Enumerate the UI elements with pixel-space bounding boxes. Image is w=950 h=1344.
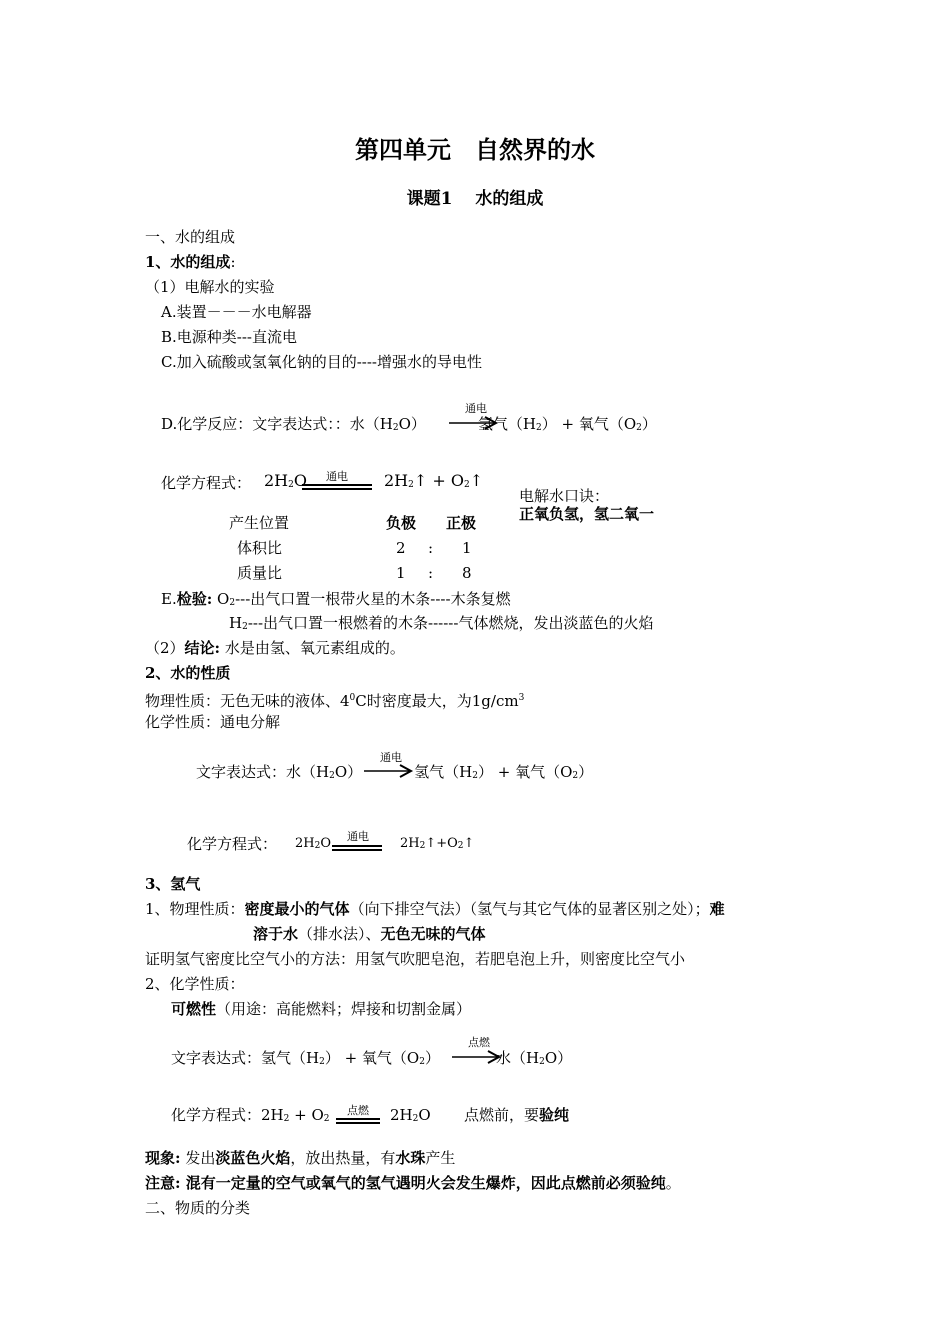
condition-electrify-label: 通电 — [347, 830, 369, 843]
h2-phys-e: 溶于水 — [253, 925, 299, 943]
h2-phys-g: 无色无味的气体 — [380, 925, 486, 943]
chemical-equation-lhs — [264, 472, 307, 494]
eq-product-o2-close: ） — [641, 415, 657, 433]
eq-sub: 2 — [419, 841, 426, 851]
eq2-product-h2: 氢气（H — [414, 763, 473, 781]
eq2-product-o2: + 氧气（O — [497, 763, 573, 781]
condition-electrify-label: 通电 — [465, 402, 487, 415]
phys-a: 物理性质：无色无味的液体、4 — [145, 692, 350, 710]
phenomenon-line — [145, 1149, 455, 1167]
phenom-d: ，放出热量，有 — [290, 1149, 396, 1167]
test-h2: H — [229, 614, 243, 632]
eq2b-rhs: 2H — [400, 836, 420, 851]
caution-text: 混有一定量的空气或氧气的氢气遇明火会发生爆炸，因此点燃前必须验纯 — [180, 1174, 666, 1192]
eq-sub: 2 — [457, 841, 464, 851]
reaction-arrow-icon — [449, 416, 499, 430]
table-cell-volume-pos: 1 — [462, 539, 472, 557]
eq-sub: 2 — [463, 480, 470, 490]
eq3-prefix: 文字表达式：氢气（H — [171, 1049, 320, 1067]
phys-sup: 0 — [349, 693, 356, 703]
chemical-equation-2 — [187, 835, 277, 853]
combustibility-text: （用途：高能燃料；焊接和切割金属） — [216, 1000, 472, 1018]
table-header-positive: 正极 — [446, 514, 477, 532]
table-cell-mass-pos: 8 — [462, 564, 472, 582]
test-label: 检验: — [176, 590, 213, 608]
chemical-equation-2-rhs — [400, 835, 474, 855]
eq-sub: 2 — [539, 1057, 545, 1067]
section-heading-2: 二、物质的分类 — [145, 1199, 251, 1217]
mnemonic-label: 电解水口诀： — [519, 487, 610, 505]
conclusion-text: 水是由氢、氧元素组成的。 — [220, 639, 405, 657]
eq-sub: 2 — [535, 423, 542, 433]
hydrogen-heading: 3、氢气 — [145, 875, 201, 893]
eq-sub: 2 — [288, 480, 294, 490]
caution-line — [145, 1174, 681, 1192]
test-hydrogen-line — [229, 614, 653, 636]
eq-sub: 2 — [472, 771, 478, 781]
eq3-close2: ） — [424, 1049, 440, 1067]
eq3b-rhs-o: O — [418, 1106, 431, 1124]
eq3b-mid: + O — [289, 1106, 324, 1124]
table-cell-volume-sep: : — [428, 539, 434, 557]
eq2-product-h2-close: ） — [477, 763, 493, 781]
eq-product-h2-close: ） — [541, 415, 557, 433]
hydrogen-chemical-properties: 2、化学性质： — [145, 975, 245, 993]
eq-sub: 2 — [229, 598, 236, 608]
purity-note-a: 点燃前，要 — [464, 1106, 540, 1124]
mnemonic-text: 正氧负氢，氢二氧一 — [519, 505, 655, 523]
electrolysis-experiment: （1）电解水的实验 — [145, 278, 275, 296]
table-row-volume: 体积比 — [237, 539, 283, 557]
eq2-reactant-close: O） — [334, 763, 363, 781]
eq3-product: 水（H — [495, 1049, 540, 1067]
eq3-product-close: O） — [544, 1049, 573, 1067]
section-heading-1: 一、水的组成 — [145, 228, 236, 246]
eq3b-rhs: 2H — [390, 1106, 413, 1124]
equals-sign-icon — [302, 484, 372, 490]
equals-sign-icon — [336, 1118, 380, 1124]
eq-sub: 2 — [408, 480, 414, 490]
h2-phys-a: 1、物理性质： — [145, 900, 245, 918]
h2-phys-d: 难 — [709, 900, 725, 918]
phenom-b: 发出 — [180, 1149, 216, 1167]
density-proof: 证明氢气密度比空气小的方法：用氢气吹肥皂泡，若肥皂泡上升，则密度比空气小 — [145, 950, 686, 968]
water-composition-heading — [145, 253, 236, 271]
h2-phys-b: 密度最小的气体 — [244, 900, 350, 918]
eq-product-h2: 氢气（H — [477, 415, 536, 433]
page-title: 第四单元 自然界的水 — [355, 135, 595, 164]
eq-rhs-o2: ↑ + O — [413, 471, 464, 490]
eq3b-label: 化学方程式：2H — [171, 1106, 284, 1124]
eq-sub: 2 — [329, 771, 335, 781]
conclusion-line — [145, 639, 405, 657]
hydrogen-physical-properties — [145, 900, 725, 918]
word-equation-electrolysis — [161, 415, 657, 437]
eq-sub: 2 — [323, 1114, 330, 1124]
eq-lhs: 2H — [264, 471, 289, 490]
chemical-properties: 化学性质：通电分解 — [145, 713, 281, 731]
condition-ignite-label: 点燃 — [468, 1036, 490, 1049]
test-oxygen-line — [161, 590, 511, 612]
h2-phys-c: （向下排空气法）（氢气与其它气体的显著区别之处）； — [349, 900, 710, 918]
condition-electrify-label: 通电 — [326, 470, 348, 483]
lesson-subtitle: 课题1 水的组成 — [406, 189, 544, 209]
water-properties-heading: 2、水的性质 — [145, 664, 231, 682]
phenom-e: 水珠 — [395, 1149, 426, 1167]
eq2b-rhs-o2: ↑+O — [425, 836, 458, 851]
eq-sub: 2 — [314, 841, 321, 851]
eq-sub: 2 — [419, 1057, 425, 1067]
eq2b-lhs-o: O — [320, 836, 332, 851]
phenomenon-label: 现象: — [145, 1149, 181, 1167]
chemical-equation-rhs — [384, 472, 483, 494]
eq-sub: 2 — [636, 423, 642, 433]
table-header-position: 产生位置 — [229, 514, 290, 532]
combustibility — [171, 1000, 471, 1018]
eq2b-label: 化学方程式： — [187, 835, 278, 853]
chemical-equation-3 — [171, 1106, 330, 1128]
eq-sub: 2 — [319, 1057, 325, 1067]
physical-properties — [145, 689, 524, 710]
hydrogen-physical-properties-2 — [253, 925, 486, 943]
eq2-reactant: 文字表达式：水（H — [196, 763, 330, 781]
eq-sub: 2 — [242, 622, 248, 632]
phys-b: C时密度最大，为1g/cm — [355, 692, 519, 710]
table-row-mass: 质量比 — [237, 564, 283, 582]
table-header-negative: 负极 — [386, 514, 417, 532]
test-h2-text: ---出气口置一根燃着的木条------气体燃烧，发出淡蓝色的火焰 — [247, 614, 654, 632]
table-cell-volume-neg: 2 — [396, 539, 406, 557]
item-power-source: B.电源种类---直流电 — [161, 328, 297, 346]
purity-note-b: 验纯 — [539, 1106, 570, 1124]
combustibility-label: 可燃性 — [171, 1000, 217, 1018]
eq3-close: ） + 氧气（O — [324, 1049, 420, 1067]
item-apparatus: A.装置－－－水电解器 — [161, 303, 312, 321]
eq-product-o2: + 氧气（O — [561, 415, 637, 433]
purity-note — [464, 1106, 569, 1124]
eq-rhs-arrow: ↑ — [469, 471, 484, 490]
caution-label: 注意: — [145, 1174, 181, 1192]
test-o2-text: ---出气口置一根带火星的木条----木条复燃 — [235, 590, 511, 608]
reaction-arrow-icon — [452, 1050, 502, 1064]
eq2b-rhs-arrow: ↑ — [463, 836, 475, 851]
eq-reactant: D.化学反应：文字表达式：：水（H — [161, 415, 393, 433]
eq2b-lhs: 2H — [295, 836, 315, 851]
eq2-product-o2-close: ） — [578, 763, 594, 781]
eq-sub: 2 — [572, 771, 579, 781]
chemical-equation-2-lhs — [295, 835, 331, 855]
phys-sup2: 3 — [518, 693, 525, 703]
phenom-c: 淡蓝色火焰 — [215, 1149, 291, 1167]
eq-sub: 2 — [392, 423, 399, 433]
chemical-equation-3-rhs — [390, 1106, 431, 1128]
reaction-arrow-icon — [364, 764, 414, 778]
table-cell-mass-neg: 1 — [396, 564, 406, 582]
condition-ignite-label: 点燃 — [347, 1104, 369, 1117]
test-o2: O — [217, 590, 230, 608]
item-conductivity: C.加入硫酸或氢氧化钠的目的----增强水的导电性 — [161, 353, 482, 371]
h2-phys-f: （排水法）、 — [298, 925, 381, 943]
caution-end: 。 — [665, 1174, 681, 1192]
eq-sub: 2 — [283, 1114, 290, 1124]
phenom-f: 产生 — [425, 1149, 456, 1167]
word-equation-3 — [171, 1049, 572, 1071]
condition-electrify-label: 通电 — [380, 751, 402, 764]
equals-sign-icon — [332, 845, 382, 851]
eq-reactant-close: O） — [398, 415, 426, 433]
conclusion-prefix: （2） — [145, 639, 185, 657]
test-label-prefix: E. — [161, 590, 177, 608]
chemical-equation-label: 化学方程式： — [161, 474, 252, 492]
conclusion-label: 结论: — [184, 639, 221, 657]
eq-sub: 2 — [412, 1114, 419, 1124]
eq-rhs: 2H — [384, 471, 409, 490]
table-cell-mass-sep: : — [428, 564, 434, 582]
water-composition-label: 1、水的组成 — [145, 253, 231, 271]
water-composition-colon: : — [230, 253, 236, 271]
eq-lhs-o: O — [293, 471, 307, 490]
